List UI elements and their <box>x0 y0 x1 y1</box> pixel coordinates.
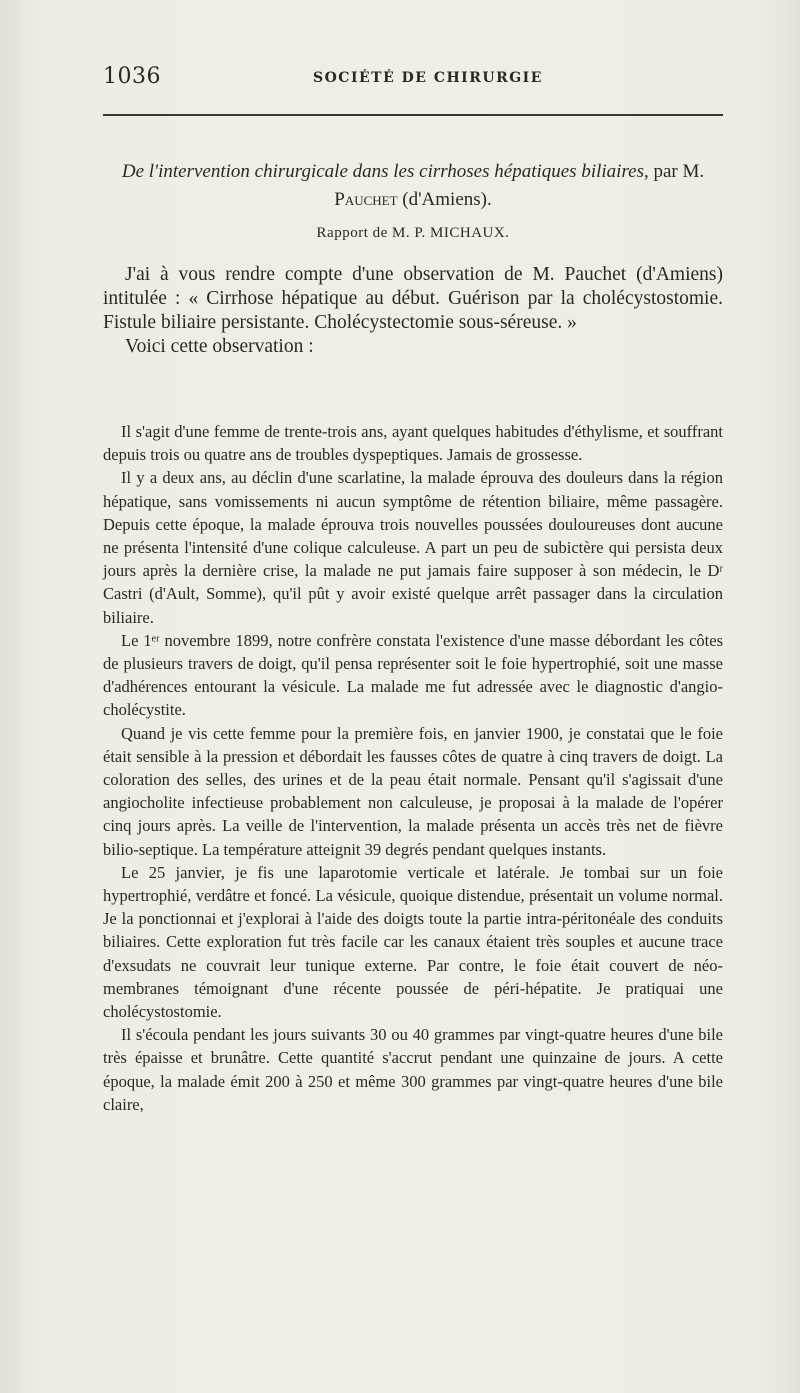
intro-paragraph: Voici cette observation : <box>125 336 314 357</box>
body-paragraph: Quand je vis cette femme pour la première fois, en janvier 1900, je constatai que le foie était sensible à la pression et débordait les fausses côtes de quatre à cinq travers de doigt. La coloration des selles, des urines et de la peau était normale. Pensant qu'il s'agissait d'une angiocholite infectieuse probablement non calculeuse, je proposai à la malade de l'opérer cinq jours après. La veille de l'intervention, la malade présenta un accès très net de fièvre bilio-septique. La température atteignit 39 degrés pendant quelques instants. <box>103 723 723 859</box>
page-number: 1036 <box>103 64 161 89</box>
observation-body <box>103 420 723 1116</box>
body-paragraph: Le 1ᵉʳ novembre 1899, notre confrère constata l'existence d'une masse débordant les côtes de plusieurs travers de doigt, qu'il pensa représenter soit le foie hypertrophié, soit une masse d'adhérences entourant la vésicule. La malade me fut adressée avec le diagnostic d'angio-cholécystite. <box>103 630 723 720</box>
journal-title: SOCIÉTÉ DE CHIRURGIE <box>313 70 543 86</box>
body-paragraph: Il y a deux ans, au déclin d'une scarlatine, la malade éprouva des douleurs dans la région hépatique, sans vomissements ni aucun symptôme de rétention biliaire, même passagère. Depuis cette époque, la malade éprouva trois nouvelles poussées douloureuses dont aucune ne présenta l'intensité d'une colique calculeuse. A part un peu de subictère qui persista deux jours après la dernière crise, la malade ne put jamais faire supposer à son médecin, le Dʳ Castri (d'Ault, Somme), qu'il pût y avoir existé quelque arrêt passager dans la circulation biliaire. <box>103 468 723 627</box>
intro-paragraph: J'ai à vous rendre compte d'une observation de M. Pauchet (d'Amiens) intitulée : « Cirrhose hépatique au début. Guérison par la cholécystostomie. Fistule biliaire persistante. Cholécystectomie sous-séreuse. » <box>103 264 723 333</box>
title-by: , par M. <box>643 161 705 182</box>
article-title <box>103 158 723 214</box>
author-place: (d'Amiens). <box>397 189 492 210</box>
rapport-line: Rapport de M. P. MICHAUX. <box>316 225 510 241</box>
title-italic: De l'intervention chirurgicale dans les cirrhoses hépatiques biliaires <box>121 161 644 182</box>
header-rule <box>103 114 723 116</box>
body-paragraph: Il s'écoula pendant les jours suivants 30 ou 40 grammes par vingt-quatre heures d'une bile très épaisse et brunâtre. Cette quantité s'accrut pendant une quinzaine de jours. A cette époque, la malade émit 200 à 250 et même 300 grammes par vingt-quatre heures d'une bile claire, <box>103 1025 723 1114</box>
body-paragraph: Il s'agit d'une femme de trente-trois ans, ayant quelques habitudes d'éthylisme, et souffrant depuis trois ou quatre ans de troubles dyspeptiques. Jamais de grossesse. <box>103 422 723 465</box>
intro-section <box>103 263 723 359</box>
running-header <box>103 64 723 98</box>
author-name: Pauchet <box>334 189 398 210</box>
body-paragraph: Le 25 janvier, je fis une laparotomie verticale et latérale. Je tombai sur un foie hypertrophié, verdâtre et foncé. La vésicule, quoique distendue, présentait un volume normal. Je la ponctionnai et j'explorai à l'aide des doigts toute la partie intra-péritonéale des conduits biliaires. Cette exploration fut très facile car les canaux étaient très souples et aucune trace d'exsudats ne couvrait leur tunique externe. Par contre, le foie était couvert de néo-membranes témoignant d'une récente poussée de péri-hépatite. Je pratiquai une cholécystostomie. <box>103 862 723 1022</box>
